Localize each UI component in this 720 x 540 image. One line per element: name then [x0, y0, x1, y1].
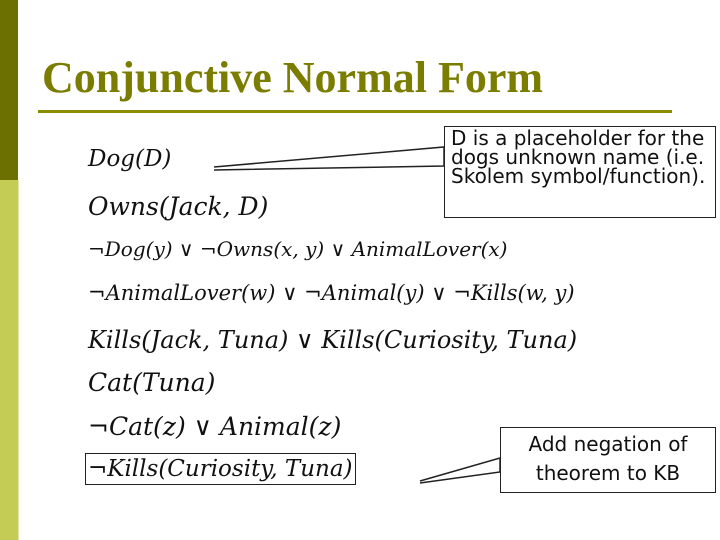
formula-dog-owner-animal-lover: ¬Dog(y) ∨ ¬Owns(x, y) ∨ AnimalLover(x)	[88, 237, 508, 261]
formula-dog: Dog(D)	[88, 146, 172, 172]
negation-callout-pointer	[420, 458, 500, 483]
slide-title: Conjunctive Normal Form	[42, 53, 544, 102]
formula-animal-lover-no-kill: ¬AnimalLover(w) ∨ ¬Animal(y) ∨ ¬Kills(w, y)	[88, 281, 575, 305]
negation-callout: Add negation of theorem to KB	[500, 427, 716, 493]
skolem-callout: D is a placeholder for the dogs unknown name (i.e. Skolem symbol/function).	[444, 126, 716, 218]
formula-negated-goal: ¬Kills(Curiosity, Tuna)	[88, 456, 353, 482]
formula-cat-is-animal: ¬Cat(z) ∨ Animal(z)	[88, 412, 342, 441]
skolem-callout-pointer	[214, 147, 444, 170]
formula-kills-disjunction: Kills(Jack, Tuna) ∨ Kills(Curiosity, Tuna)	[88, 326, 578, 354]
formula-owns: Owns(Jack, D)	[88, 192, 269, 221]
formula-cat-tuna: Cat(Tuna)	[88, 368, 216, 397]
